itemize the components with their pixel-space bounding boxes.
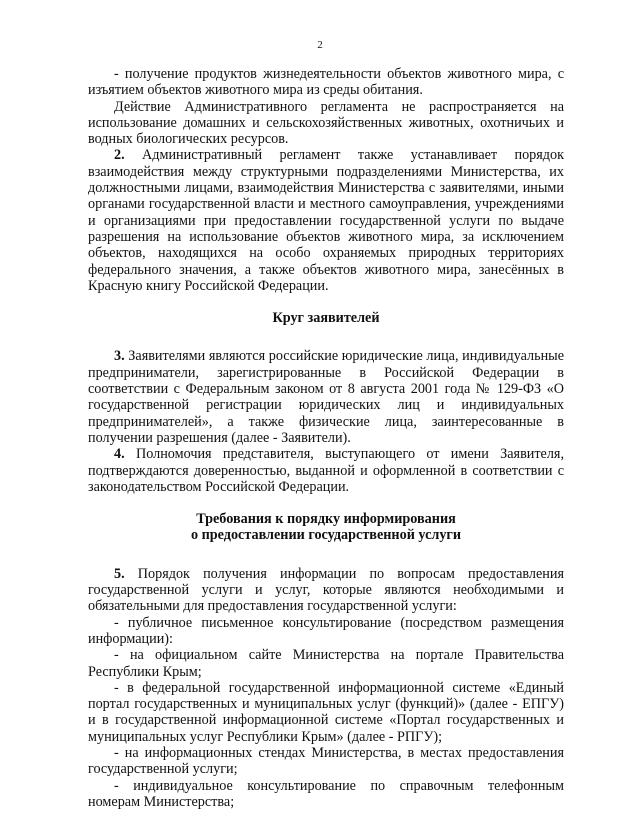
paragraph-clause-2	[88, 147, 564, 294]
list-item-epgu-rpgu: - в федеральной государственной информационной системе «Единый портал государственных и муниципальных услуг (функций)» (далее - ЕПГУ) и в государственной информационной системе «Портал государственных и муниципальных услуг Республики Крым» (далее - РПГУ);	[88, 679, 564, 745]
heading-info-requirements-2: о предоставлении государственной услуги	[190, 527, 462, 544]
paragraph-clause-5	[88, 566, 564, 615]
list-item-info-stands: - на информационных стендах Министерства, в местах предоставления государственной услуги;	[88, 744, 564, 778]
clause-number-4: 4.	[114, 446, 125, 463]
clause-number-5: 5.	[114, 565, 125, 582]
clause-number-2: 2.	[114, 147, 125, 164]
paragraph-2: Действие Административного регламента не распространяется на использование домашних и сельскохозяйственных животных, охотничьих и водных биологических ресурсов.	[88, 98, 564, 148]
heading-applicants: Круг заявителей	[272, 310, 380, 327]
heading-info-requirements-1: Требования к порядку информирования	[196, 511, 456, 528]
clause-2-text: Административный регламент также устанавливает порядок взаимодействия между структурными подразделениями Министерства, их должностными лицами, взаимодействия Министерства с заявителями, иными органами государственной власти и местного самоуправления, учреждениями и организациями при предоставлении государственной услуги по выдаче разрешения на использование объектов животного мира, за исключением объектов, находящихся на особо охраняемых природных территориях федерального значения, а также объектов животного мира, занесённых в Красную книгу Российской Федерации.	[88, 147, 564, 294]
paragraph-clause-3	[88, 348, 564, 446]
list-item-public-consulting: - публичное письменное консультирование (посредством размещения информации):	[88, 614, 564, 647]
page-number: 2	[317, 39, 323, 51]
clause-5-text: Порядок получения информации по вопросам предоставления государственной услуги и услуг, которые являются необходимыми и обязательными для предоставления государственной услуги:	[88, 565, 565, 615]
paragraph-clause-4	[88, 446, 564, 495]
document-body	[88, 66, 564, 810]
paragraph-1: - получение продуктов жизнедеятельности объектов животного мира, с изъятием объектов животного мира из среды обитания.	[88, 66, 564, 99]
clause-4-text: Полномочия представителя, выступающего от имени Заявителя, подтверждаются доверенностью, выданной и оформленной в соответствии с законодательством Российской Федерации.	[88, 446, 565, 495]
clause-3-text: Заявителями являются российские юридические лица, индивидуальные предприниматели, зарегистрированные в Российской Федерации в соответствии с Федеральным законом от 8 августа 2001 года № 129-ФЗ «О государственной регистрации юридических лиц и индивидуальных предпринимателей», а также физические лица, заинтересованные в получении разрешения (далее - Заявители).	[88, 348, 564, 446]
list-item-phone-consulting: - индивидуальное консультирование по справочным телефонным номерам Министерства;	[88, 777, 564, 810]
list-item-official-site: - на официальном сайте Министерства на портале Правительства Республики Крым;	[88, 647, 564, 680]
clause-number-3: 3.	[114, 348, 125, 365]
